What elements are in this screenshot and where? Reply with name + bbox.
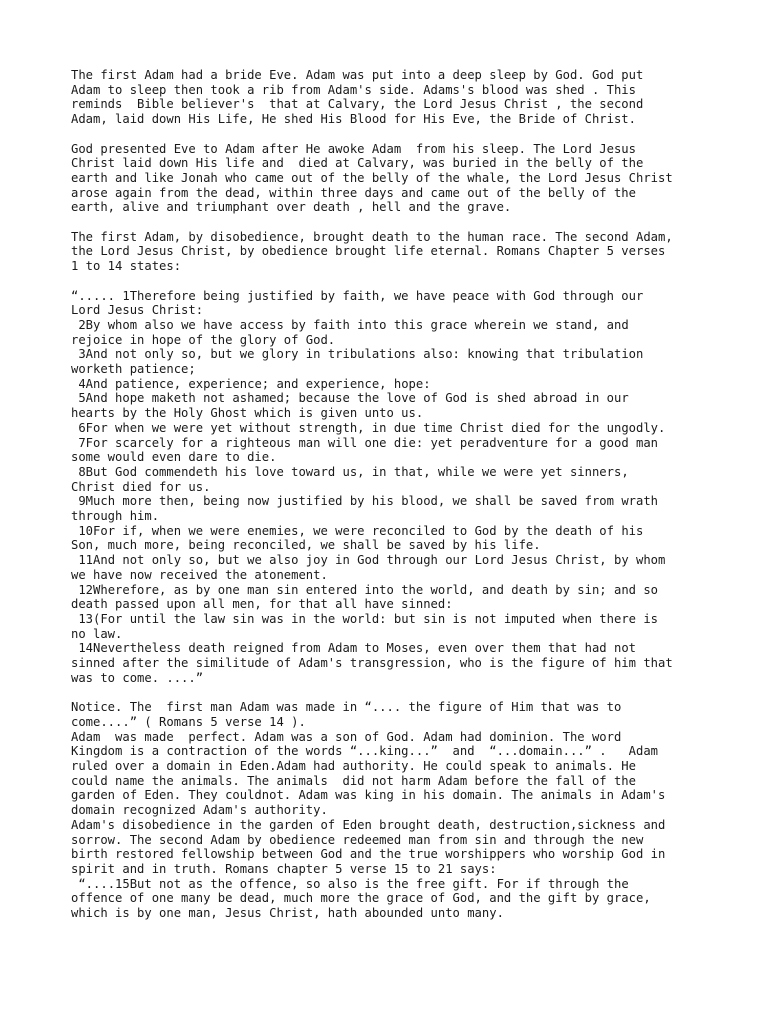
paragraph-spacer bbox=[71, 274, 711, 289]
paragraph-spacer bbox=[71, 215, 711, 230]
paragraph-disobedience-obedience: The first Adam, by disobedience, brought death to the human race. The second Adam, the Lord Jesus Christ, by obedience brought life eternal. Romans Chapter 5 verses 1 to 14 states: bbox=[71, 229, 673, 274]
paragraph-eve-presented: God presented Eve to Adam after He awoke Adam from his sleep. The Lord Jesus Christ laid down His life and died at Calvary, was buried in the belly of the earth and like Jonah who came out of the belly of the whale, the Lord Jesus Christ arose again from the dead, within three days and came out of the belly of the earth, alive and triumphant over death , hell and the grave. bbox=[71, 141, 673, 215]
document-body bbox=[71, 68, 711, 921]
paragraph-first-adam-bride: The first Adam had a bride Eve. Adam was put into a deep sleep by God. God put Adam to sleep then took a rib from Adam's side. Adams's blood was shed . This reminds Bible believer's that at Calvary, the Lord Jesus Christ , the second Adam, laid down His Life, He shed His Blood for His Eve, the Bride of Christ. bbox=[71, 68, 644, 127]
paragraph-notice-figure: Notice. The first man Adam was made in “.... the figure of Him that was to come....” ( Romans 5 verse 14 ). Adam was made perfect. Adam was a son of God. Adam had dominion. The word Kingdom is a contraction of the words “...king...” and “...domain...” . Adam ruled over a domain in Eden.Adam had authority. He could speak to animals. He could name the animals. The animals did not harm Adam before the fall of the garden of Eden. They couldnot. Adam was king in his domain. The animals in Adam's domain recognized Adam's authority. Adam's disobedience in the garden of Eden brought death, destruction,sickness and sorrow. The second Adam by obedience redeemed man from sin and through the new birth restored fellowship between God and the true worshippers who worship God in spirit and in truth. Romans chapter 5 verse 15 to 21 says: “....15But not as the offence, so also is the free gift. For if through the offence of one many be dead, much more the grace of God, and the gift by grace, which is by one man, Jesus Christ, hath abounded unto many. bbox=[71, 700, 666, 921]
paragraph-spacer bbox=[71, 685, 711, 700]
scripture-quote-romans-5-1-14: “..... 1Therefore being justified by faith, we have peace with God through our Lord Jesus Christ: 2By whom also we have access by faith into this grace wherein we stand, and rejoice in hope of the glory of God. 3And not only so, but we glory in tribulations also: knowing that tribulation worketh patience; 4And patience, experience; and experience, hope: 5And hope maketh not ashamed; because the love of God is shed abroad in our hearts by the Holy Ghost which is given unto us. 6For when we were yet without strength, in due time Christ died for the ungodly. 7For scarcely for a righteous man will one die: yet peradventure for a good man some would even dare to die. 8But God commendeth his love toward us, in that, while we were yet sinners, Christ died for us. 9Much more then, being now justified by his blood, we shall be saved from wrath through him. 10For if, when we were enemies, we were reconciled to God by the death of his Son, much more, being reconciled, we shall be saved by his life. 11And not only so, but we also joy in God through our Lord Jesus Christ, by whom we have now received the atonement. 12Wherefore, as by one man sin entered into the world, and death by sin; and so death passed upon all men, for that all have sinned: 13(For until the law sin was in the world: but sin is not imputed when there is no law. 14Nevertheless death reigned from Adam to Moses, even over them that had not sinned after the similitude of Adam's transgression, who is the figure of him that was to come. ....” bbox=[71, 288, 673, 685]
paragraph-spacer bbox=[71, 127, 711, 142]
